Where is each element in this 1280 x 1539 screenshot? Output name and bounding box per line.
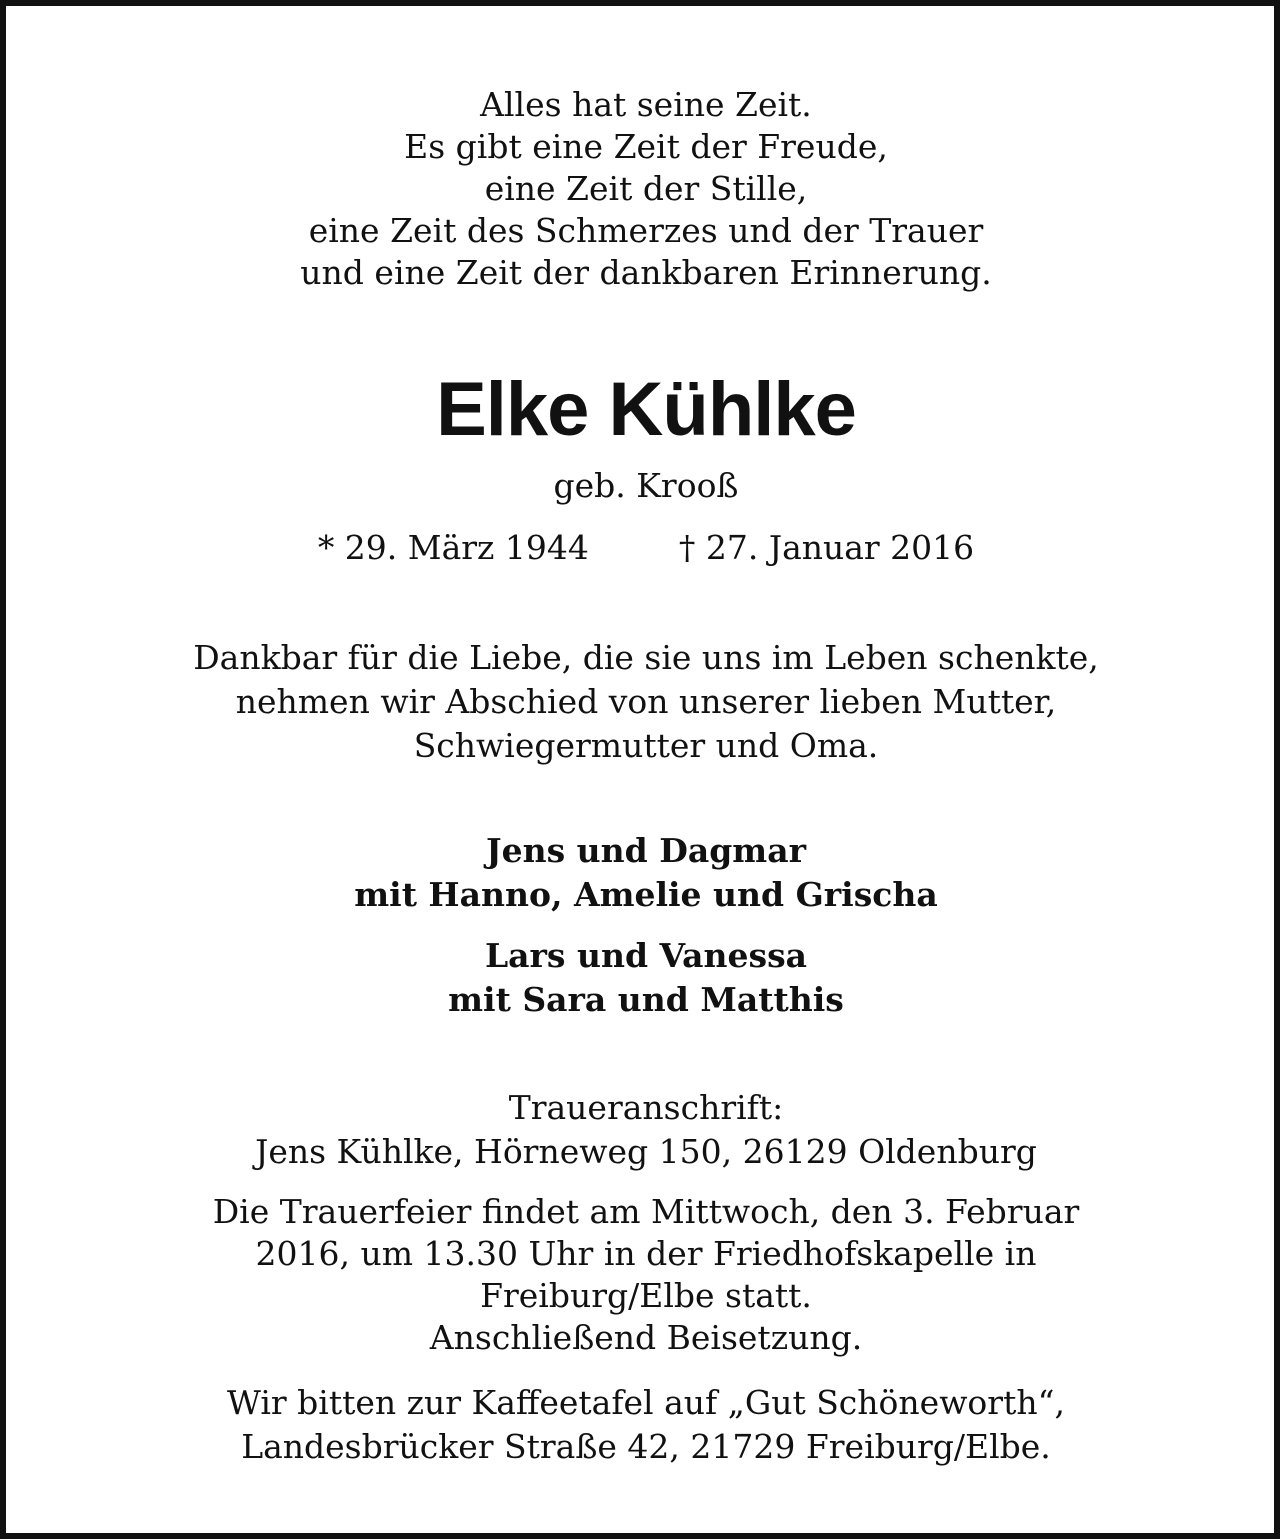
funeral-line: 2016, um 13.30 Uhr in der Friedhofskapelle in <box>255 1234 1037 1273</box>
funeral-line: Die Trauerfeier findet am Mittwoch, den 3. Februar <box>212 1192 1080 1231</box>
family-children: mit Hanno, Amelie und Grischa <box>354 875 938 914</box>
deceased-name: Elke Kühlke <box>436 367 856 452</box>
address-label: Traueranschrift: <box>508 1088 784 1127</box>
life-dates <box>6 526 1280 570</box>
family-children: mit Sara und Matthis <box>448 980 844 1019</box>
thanks-line: Dankbar für die Liebe, die sie uns im Leben schenkte, <box>193 638 1099 677</box>
maiden-name: geb. Krooß <box>553 466 739 505</box>
poem-line: eine Zeit der Stille, <box>484 169 808 208</box>
death-date: † 27. Januar 2016 <box>678 528 975 567</box>
mourning-address <box>6 1086 1280 1174</box>
thanks-line: Schwiegermutter und Oma. <box>413 726 879 765</box>
funeral-line: Anschließend Beisetzung. <box>429 1318 863 1357</box>
family-group <box>6 934 1280 1022</box>
coffee-invitation <box>6 1381 1280 1469</box>
poem-line: Alles hat seine Zeit. <box>480 85 812 124</box>
thanks-text <box>6 636 1280 768</box>
coffee-line: Wir bitten zur Kaffeetafel auf „Gut Schöneworth“, <box>227 1383 1065 1422</box>
poem-verse <box>6 84 1280 294</box>
family-name: Lars und Vanessa <box>484 936 808 975</box>
family-group <box>6 829 1280 917</box>
poem-line: eine Zeit des Schmerzes und der Trauer <box>308 211 984 250</box>
funeral-line: Freiburg/Elbe statt. <box>480 1276 812 1315</box>
address-value: Jens Kühlke, Hörneweg 150, 26129 Oldenburg <box>255 1132 1037 1171</box>
thanks-line: nehmen wir Abschied von unserer lieben Mutter, <box>235 682 1057 721</box>
coffee-line: Landesbrücker Straße 42, 21729 Freiburg/Elbe. <box>241 1427 1051 1466</box>
poem-line: und eine Zeit der dankbaren Erinnerung. <box>300 253 992 292</box>
family-name: Jens und Dagmar <box>486 831 806 870</box>
birth-date: * 29. März 1944 <box>317 528 589 567</box>
funeral-info <box>6 1191 1280 1359</box>
poem-line: Es gibt eine Zeit der Freude, <box>404 127 888 166</box>
